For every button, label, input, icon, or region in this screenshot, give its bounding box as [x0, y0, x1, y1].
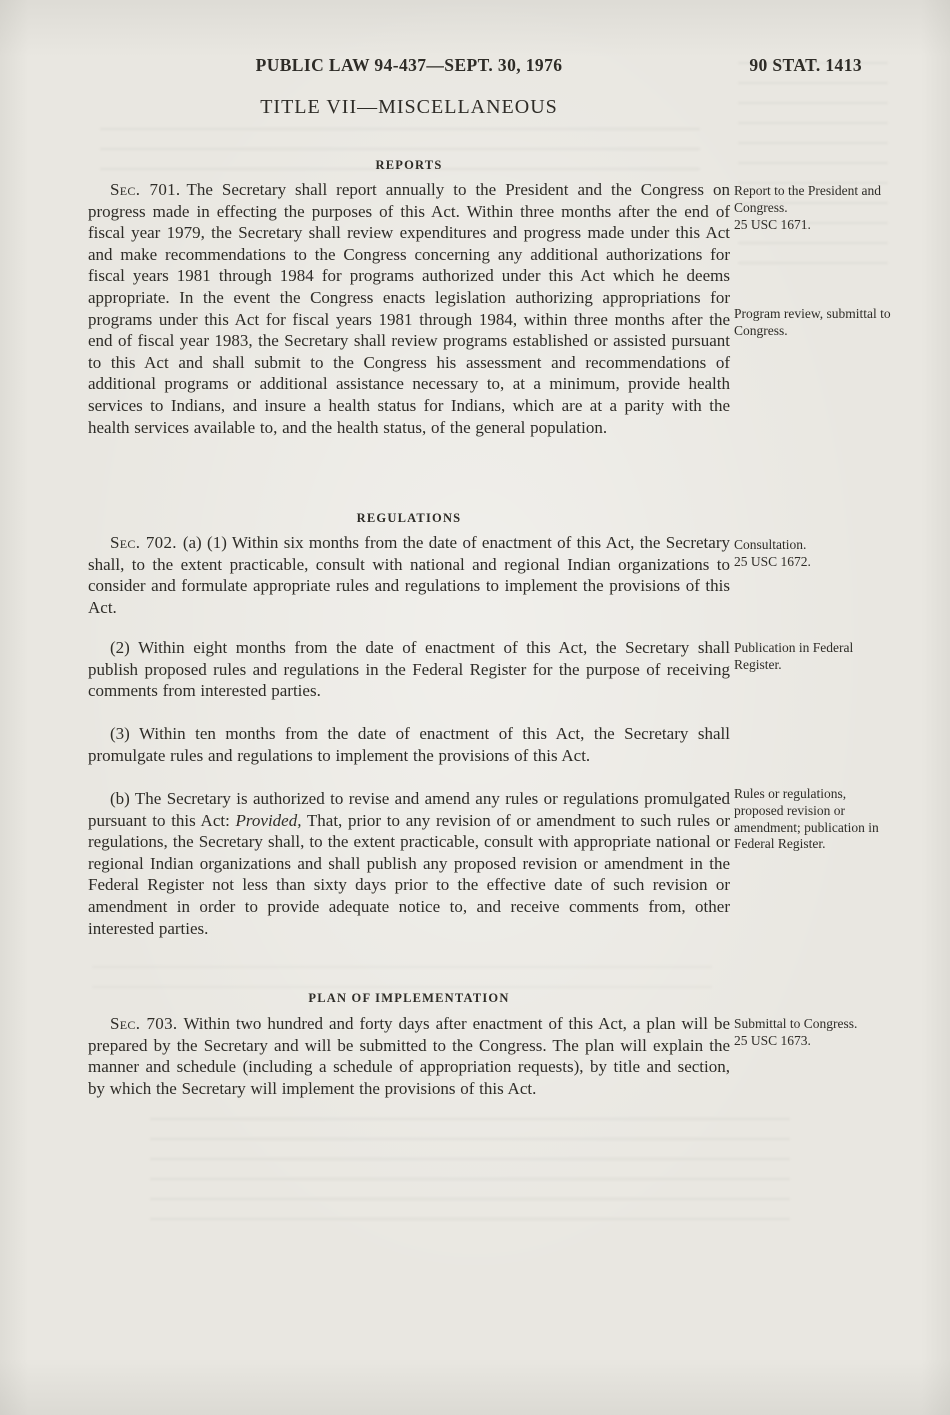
margin-note-citation: 25 USC 1672. — [734, 553, 811, 569]
section-heading-regulations: REGULATIONS — [356, 511, 462, 525]
section-number-703: Sec. 703. — [110, 1014, 178, 1033]
paragraph-text: That, prior to any revision of or amendment to such rules or regulations, the Secretary shall, to the extent practicable, consult with appropriate national or regional Indian organizations and shall publish any proposed revision or amendment in the Federal Register not less than sixty days prior to the effective date of such revision or amendment in order to provide adequate notice to, and receive comments from, other interested parties. — [88, 810, 730, 938]
margin-note-text: Submittal to Congress. — [734, 1016, 858, 1031]
bleed-through-artifact — [738, 62, 888, 272]
margin-note — [734, 640, 892, 674]
proviso-term: Provided, — [235, 810, 302, 830]
bleed-through-artifact — [150, 1118, 790, 1238]
margin-note — [734, 1016, 892, 1050]
margin-note — [734, 786, 892, 853]
statute-paragraph-sec-701 — [88, 179, 730, 438]
margin-note — [734, 306, 892, 340]
running-header-law-number: PUBLIC LAW 94-437—SEPT. 30, 1976 — [255, 55, 563, 75]
margin-note-text: Rules or regulations, proposed revision or amendment; publication in Federal Register. — [734, 786, 879, 852]
section-heading-plan-of-implementation: PLAN OF IMPLEMENTATION — [308, 991, 510, 1005]
margin-note-text: Consultation. — [734, 537, 807, 552]
paragraph-text: (2) Within eight months from the date of enactment of this Act, the Secretary shall publish proposed rules and regulations in the Federal Register for the purpose of receiving comments from interested parties. — [88, 638, 730, 701]
bleed-through-artifact — [92, 966, 712, 992]
statute-paragraph-sec-702-3 — [88, 723, 730, 766]
margin-note-citation: 25 USC 1671. — [734, 216, 811, 232]
paragraph-text: (b) The Secretary is authorized to revise and amend any rules or regulations promulgated pursuant to this Act: — [88, 789, 730, 830]
margin-note — [734, 183, 892, 233]
page-title: TITLE VII—MISCELLANEOUS — [260, 96, 558, 118]
paragraph-text: (a) (1) Within six months from the date of enactment of this Act, the Secretary shall, to the extent practicable, consult with national and regional Indian organizations to consider and formulate appropriate rules and regulations to implement the provisions of this Act. — [88, 533, 730, 617]
section-heading-reports: REPORTS — [375, 158, 443, 172]
paragraph-text: The Secretary shall report annually to the President and the Congress on progress made in effecting the purposes of this Act. Within three months after the end of fiscal year 1979, the Secretary shall review expenditures and progress made under this Act and make recommendations to the Congress concerning any additional authorizations for fiscal years 1981 through 1984 for programs authorized under this Act which he deems appropriate. In the event the Congress enacts legislation authorizing appropriations for programs under this Act for fiscal years 1981 through 1984, within three months after the end of fiscal year 1983, the Secretary shall review programs established or assisted pursuant to this Act and shall submit to the Congress his assessment and recommendations of additional programs or additional assistance necessary to, at a minimum, provide health services to Indians, and insure a health status for Indians, which are at a parity with the health services available to, and the health status, of the general population. — [88, 180, 730, 437]
statute-paragraph-sec-702-b — [88, 788, 730, 939]
running-header-stat-page: 90 STAT. 1413 — [749, 55, 862, 75]
statute-paragraph-sec-702-a1 — [88, 532, 730, 618]
paragraph-text: (3) Within ten months from the date of enactment of this Act, the Secretary shall promulgate rules and regulations to implement the provisions of this Act. — [88, 724, 730, 765]
margin-note-text: Publication in Federal Register. — [734, 640, 854, 672]
margin-note-text: Report to the President and Congress. — [734, 183, 881, 215]
section-number-701: Sec. 701. — [110, 180, 181, 199]
statute-paragraph-sec-703 — [88, 1013, 730, 1099]
statute-paragraph-sec-702-2 — [88, 637, 730, 702]
margin-note — [734, 537, 892, 571]
section-number-702: Sec. 702. — [110, 533, 177, 552]
margin-note-text: Program review, submittal to Congress. — [734, 306, 891, 338]
paragraph-text: Within two hundred and forty days after enactment of this Act, a plan will be prepared by the Secretary and will be submitted to the Congress. The plan will explain the manner and schedule (including a schedule of appropriation requests), by title and section, by which the Secretary will implement the provisions of this Act. — [88, 1014, 730, 1098]
margin-note-citation: 25 USC 1673. — [734, 1032, 811, 1048]
